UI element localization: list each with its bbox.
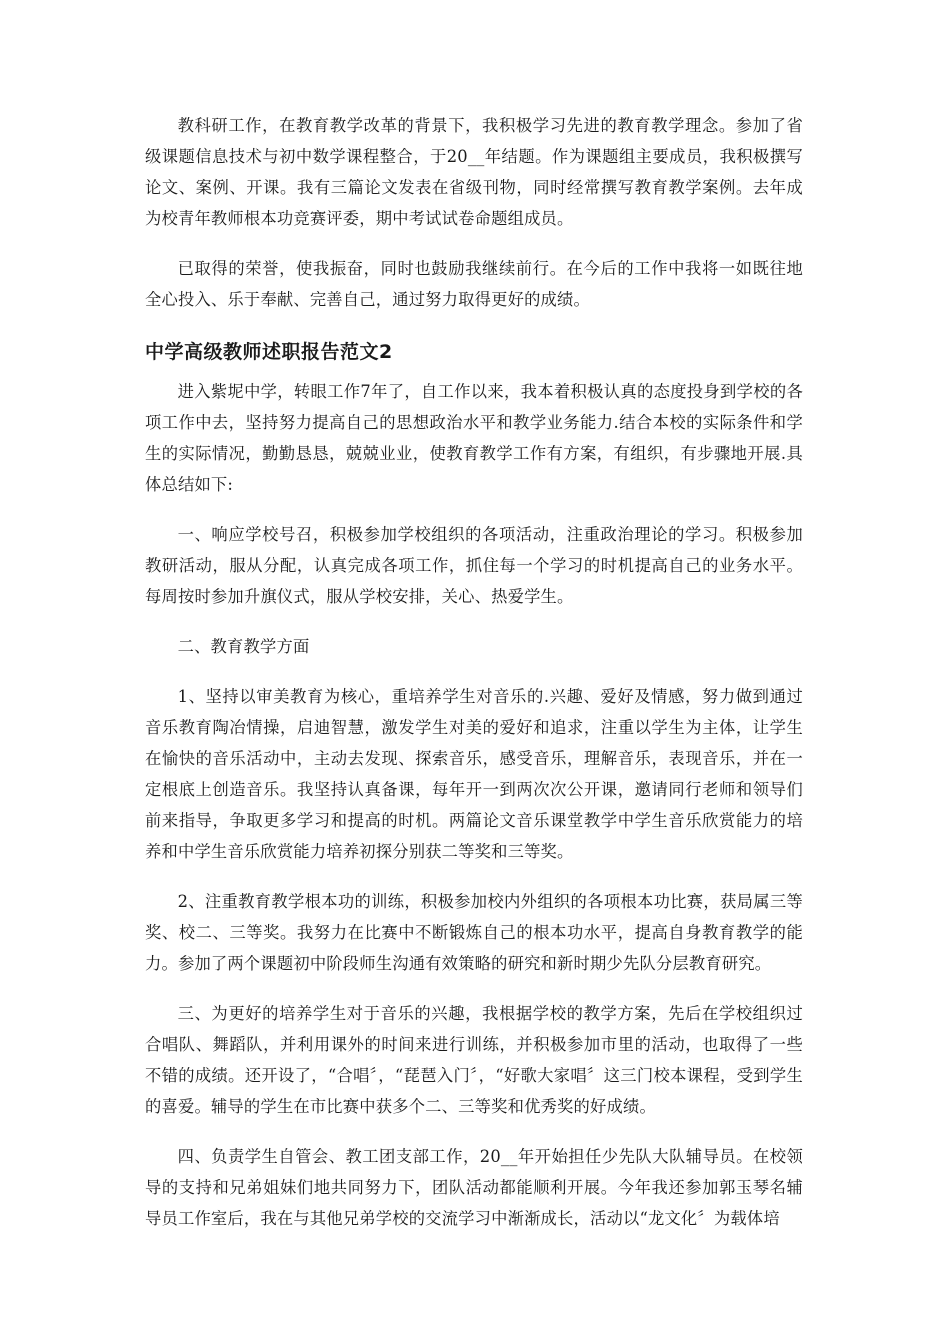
paragraph: 四、负责学生自管会、教工团支部工作，20__年开始担任少先队大队辅导员。在校领导的支持和兄弟姐妹们地共同努力下，团队活动都能顺利开展。今年我还参加郭玉琴名辅导员工作室后，我在与其他兄弟学校的交流学习中渐渐成长，活动以“龙文化〞为载体培 xyxy=(145,1147,803,1228)
paragraph: 一、响应学校号召，积极参加学校组织的各项活动，注重政治理论的学习。积极参加教研活动，服从分配，认真完成各项工作，抓住每一个学习的时机提高自己的业务水平。每周按时参加升旗仪式，服从学校安排，关心、热爱学生。 xyxy=(145,525,803,606)
paragraph: 教科研工作，在教育教学改革的背景下，我积极学习先进的教育教学理念。参加了省级课题信息技术与初中数学课程整合，于20__年结题。作为课题组主要成员，我积极撰写论文、案例、开课。我有三篇论文发表在省级刊物，同时经常撰写教育教学案例。去年成为校青年教师根本功竞赛评委，期中考试试卷命题组成员。 xyxy=(145,116,803,228)
paragraph: 三、为更好的培养学生对于音乐的兴趣，我根据学校的教学方案，先后在学校组织过合唱队、舞蹈队，并利用课外的时间来进行训练，并积极参加市里的活动，也取得了一些不错的成绩。还开设了，“合唱〞，“琵琶入门〞，“好歌大家唱〞这三门校本课程，受到学生的喜爱。辅导的学生在市比赛中获多个二、三等奖和优秀奖的好成绩。 xyxy=(145,1004,803,1116)
paragraph: 已取得的荣誉，使我振奋，同时也鼓励我继续前行。在今后的工作中我将一如既往地全心投入、乐于奉献、完善自己，通过努力取得更好的成绩。 xyxy=(145,259,803,309)
paragraph: 进入紫坭中学，转眼工作7年了，自工作以来，我本着积极认真的态度投身到学校的各项工作中去，坚持努力提高自己的思想政治水平和教学业务能力.结合本校的实际条件和学生的实际情况，勤勤恳恳，兢兢业业，使教育教学工作有方案，有组织，有步骤地开展.具体总结如下: xyxy=(145,382,803,494)
paragraph: 二、教育教学方面 xyxy=(177,637,310,656)
paragraph: 1、坚持以审美教育为核心，重培养学生对音乐的.兴趣、爱好及情感，努力做到通过音乐教育陶冶情操，启迪智慧，激发学生对美的爱好和追求，注重以学生为主体，让学生在愉快的音乐活动中，主动去发现、探索音乐，感受音乐，理解音乐，表现音乐，并在一定根底上创造音乐。我坚持认真备课，每年开一到两次次公开课，邀请同行老师和领导们前来指导，争取更多学习和提高的时机。两篇论文音乐课堂教学中学生音乐欣赏能力的培养和中学生音乐欣赏能力培养初探分别获二等奖和三等奖。 xyxy=(145,687,803,861)
section-heading: 中学高级教师述职报告范文2 xyxy=(145,341,393,363)
paragraph: 2、注重教育教学根本功的训练，积极参加校内外组织的各项根本功比赛，获局属三等奖、校二、三等奖。我努力在比赛中不断锻炼自己的根本功水平，提高自身教育教学的能力。参加了两个课题初中阶段师生沟通有效策略的研究和新时期少先队分层教育研究。 xyxy=(145,892,803,973)
document-page xyxy=(145,110,803,1253)
